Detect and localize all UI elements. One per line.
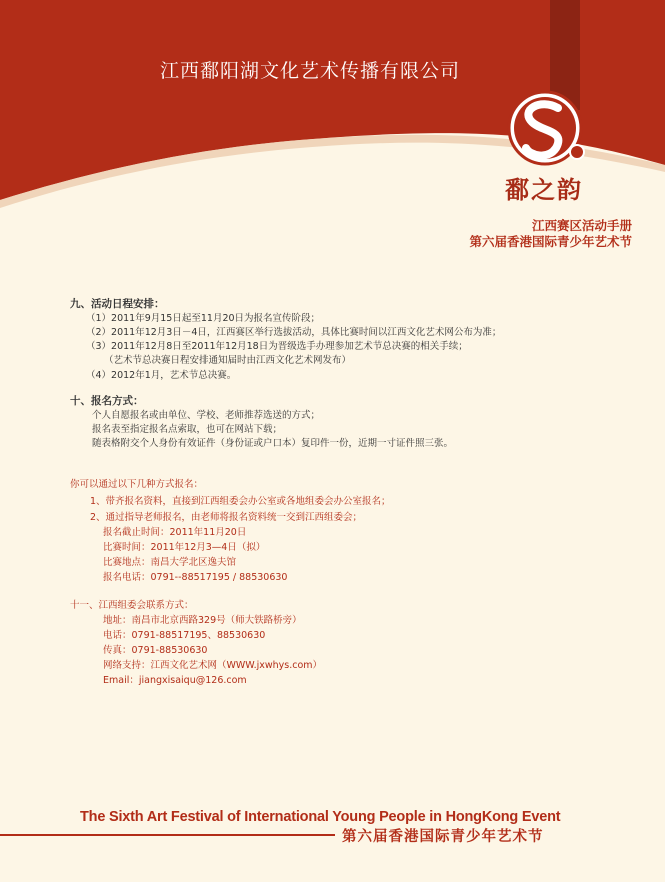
company-name: 江西鄱阳湖文化艺术传播有限公司 — [160, 60, 461, 82]
registration-title: 你可以通过以下几种方式报名： — [70, 479, 204, 490]
contact-website: 网络支持：江西文化艺术网（WWW.jxwhys.com） — [103, 660, 323, 671]
contact-email: Email：jiangxisaiqu@126.com — [103, 675, 247, 686]
logo-text: 鄱之韵 — [505, 175, 583, 204]
section9-item: （1）2011年9月15日起至11月20日为报名宣传阶段； — [86, 313, 321, 324]
s-logo-icon — [509, 92, 584, 164]
contact-fax: 传真：0791-88530630 — [103, 645, 208, 656]
section10-item: 报名表至指定报名点索取，也可在网站下载； — [92, 424, 283, 435]
contact-phone: 电话：0791-88517195、88530630 — [103, 630, 266, 641]
section11-title: 十一、江西组委会联系方式： — [70, 600, 194, 611]
registration-item: 2、通过指导老师报名，由老师将报名资料统一交到江西组委会； — [90, 512, 363, 523]
section9-item: （4）2012年1月，艺术节总决赛。 — [86, 370, 237, 381]
registration-item: 1、带齐报名资料，直接到江西组委会办公室或各地组委会办公室报名； — [90, 496, 391, 507]
section9-title: 九、活动日程安排： — [70, 298, 165, 310]
registration-deadline: 报名截止时间：2011年11月20日 — [103, 527, 247, 538]
registration-match-time: 比赛时间：2011年12月3—4日（拟） — [103, 542, 266, 553]
section10-item: 个人自愿报名或由单位、学校、老师推荐选送的方式； — [92, 410, 321, 421]
section10-title: 十、报名方式： — [70, 395, 144, 407]
footer-chinese-title: 第六届香港国际青少年艺术节 — [342, 829, 544, 845]
footer-divider — [0, 834, 335, 836]
section9-item: （3）2011年12月8日至2011年12月18日为晋级选手办理参加艺术节总决赛的相关手续； — [86, 341, 468, 352]
subtitle-festival: 第六届香港国际青少年艺术节 — [469, 234, 632, 249]
registration-venue: 比赛地点：南昌大学北区逸夫馆 — [103, 557, 237, 568]
section9-item: （2）2011年12月3日－4日，江西赛区举行选拔活动，具体比赛时间以江西文化艺术网公布为准； — [86, 327, 502, 338]
section9-item: （艺术节总决赛日程安排通知届时由江西文化艺术网发布） — [104, 355, 352, 366]
registration-phone: 报名电话：0791--88517195 / 88530630 — [103, 572, 288, 583]
subtitle-handbook: 江西赛区活动手册 — [531, 218, 632, 233]
footer-english-title: The Sixth Art Festival of International Young People in HongKong Event — [80, 809, 561, 825]
section10-item: 随表格附交个人身份有效证件（身份证或户口本）复印件一份，近期一寸证件照三张。 — [92, 438, 454, 449]
contact-address: 地址：南昌市北京西路329号（师大铁路桥旁） — [103, 615, 302, 626]
